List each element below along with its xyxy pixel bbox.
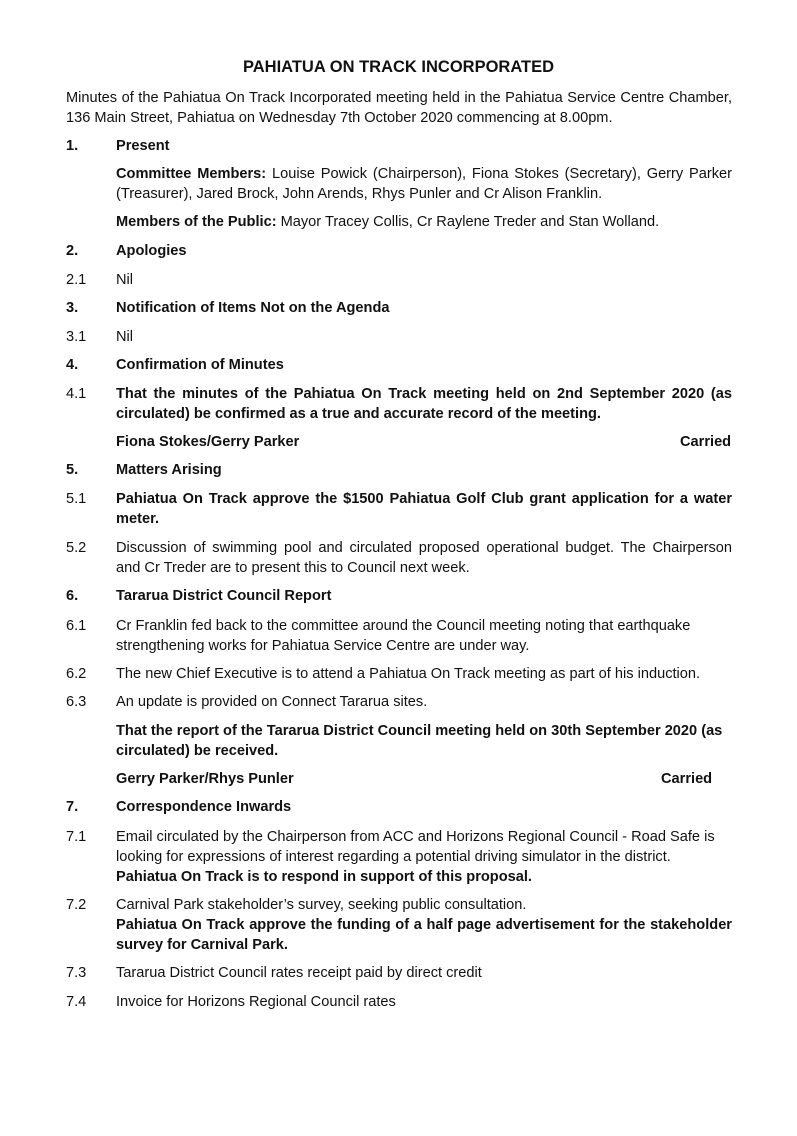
motion-movers: Fiona Stokes/Gerry Parker: [116, 434, 300, 450]
section-number: 7.: [66, 799, 79, 815]
section-heading-council-report: Tararua District Council Report: [116, 588, 332, 604]
public-list: Mayor Tracey Collis, Cr Raylene Treder and Stan Wolland.: [276, 214, 660, 230]
item-text: Nil: [116, 329, 134, 345]
section-heading-present: Present: [116, 138, 170, 154]
item-number: 6.1: [66, 618, 87, 634]
item-text-resolution: Pahiatua On Track approve the $1500 Pahiatua Golf Club grant application for a water meter.: [116, 491, 732, 527]
committee-label: Committee Members:: [116, 166, 267, 182]
section-heading-matters-arising: Matters Arising: [116, 462, 222, 478]
item-text: Tararua District Council rates receipt paid by direct credit: [116, 965, 482, 981]
members-of-public: [116, 212, 732, 232]
motion-result: Carried: [661, 771, 713, 787]
item-number: 6.3: [66, 694, 87, 710]
item-text: Invoice for Horizons Regional Council rates: [116, 994, 396, 1010]
item-resolution: Pahiatua On Track approve the funding of a half page advertisement for the stakeholder survey for Carnival Park.: [116, 917, 732, 953]
item-text: An update is provided on Connect Tararua sites.: [116, 694, 428, 710]
item-number: 5.1: [66, 491, 87, 507]
item-text: Discussion of swimming pool and circulated proposed operational budget. The Chairperson and Cr Treder are to present this to Council next week.: [116, 540, 732, 576]
item-number: 3.1: [66, 329, 87, 345]
intro-paragraph: Minutes of the Pahiatua On Track Incorporated meeting held in the Pahiatua Service Centre Chamber, 136 Main Street, Pahiatua on Wednesday 7th October 2020 commencing at 8.00pm.: [66, 90, 732, 126]
public-label: Members of the Public:: [116, 214, 277, 230]
council-report-resolution: That the report of the Tararua District Council meeting held on 30th September 2020 (as circulated) be received.: [116, 723, 723, 759]
item-text: Email circulated by the Chairperson from ACC and Horizons Regional Council - Road Safe is looking for expressions of interest regarding a potential driving simulator in the district.: [116, 829, 715, 865]
item-text: Nil: [116, 272, 134, 288]
item-resolution: Pahiatua On Track is to respond in support of this proposal.: [116, 869, 532, 885]
committee-list: Louise Powick (Chairperson), Fiona Stokes (Secretary), Gerry Parker (Treasurer), Jared Brock, John Arends, Rhys Punler and Cr Alison Franklin.: [116, 166, 732, 202]
item-number: 5.2: [66, 540, 87, 556]
item-text: The new Chief Executive is to attend a Pahiatua On Track meeting as part of his induction.: [116, 666, 701, 682]
committee-members: [116, 164, 732, 204]
item-number: 4.1: [66, 386, 87, 402]
item-number: 7.2: [66, 897, 87, 913]
motion-result: Carried: [680, 434, 732, 450]
item-text-resolution: That the minutes of the Pahiatua On Track meeting held on 2nd September 2020 (as circulated) be confirmed as a true and accurate record of the meeting.: [116, 386, 732, 422]
section-number: 3.: [66, 300, 79, 316]
item-text: Carnival Park stakeholder’s survey, seeking public consultation.: [116, 897, 527, 913]
section-heading-notification: Notification of Items Not on the Agenda: [116, 300, 390, 316]
motion-movers: Gerry Parker/Rhys Punler: [116, 771, 294, 787]
item-number: 7.4: [66, 994, 87, 1010]
document-title: PAHIATUA ON TRACK INCORPORATED: [242, 58, 555, 76]
item-number: 7.1: [66, 829, 87, 845]
section-number: 4.: [66, 357, 79, 373]
section-number: 2.: [66, 243, 79, 259]
item-number: 6.2: [66, 666, 87, 682]
section-heading-confirmation: Confirmation of Minutes: [116, 357, 284, 373]
item-number: 7.3: [66, 965, 87, 981]
section-heading-apologies: Apologies: [116, 243, 187, 259]
section-number: 6.: [66, 588, 79, 604]
section-number: 1.: [66, 138, 79, 154]
section-number: 5.: [66, 462, 79, 478]
section-heading-correspondence: Correspondence Inwards: [116, 799, 292, 815]
item-text: Cr Franklin fed back to the committee around the Council meeting noting that earthquake strengthening works for Pahiatua Service Centre are under way.: [116, 618, 691, 654]
item-number: 2.1: [66, 272, 87, 288]
